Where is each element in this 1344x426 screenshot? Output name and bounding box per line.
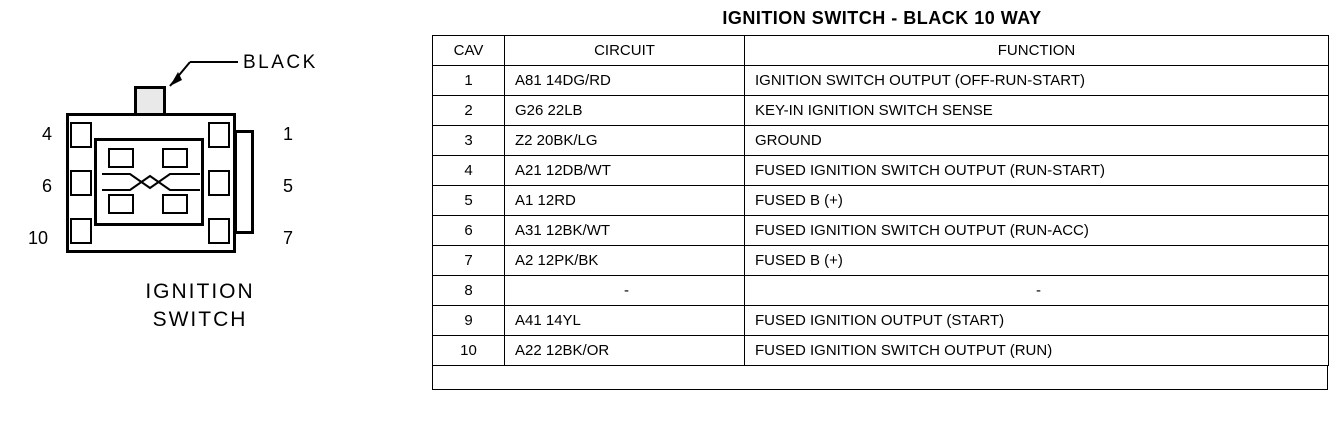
- cavity-1: [208, 122, 230, 148]
- cell-cav: 8: [433, 276, 505, 306]
- pinout-table: [432, 35, 1329, 366]
- black-connector-label: BLACK: [243, 52, 318, 73]
- cell-cav: 5: [433, 186, 505, 216]
- cell-function: FUSED IGNITION SWITCH OUTPUT (RUN): [745, 336, 1329, 366]
- column-header-cav: CAV: [433, 36, 505, 66]
- connector-body: [66, 108, 256, 258]
- table-row: [433, 156, 1329, 186]
- table-footer-band: [432, 366, 1328, 390]
- cell-function: FUSED IGNITION OUTPUT (START): [745, 306, 1329, 336]
- diagram-caption-line2: SWITCH: [152, 308, 248, 331]
- cavity-inner-bottom-left: [108, 194, 134, 214]
- table-row: [433, 246, 1329, 276]
- connector-side-tab: [234, 130, 254, 234]
- connector-keying-rib-icon: [102, 172, 200, 192]
- table-row: [433, 96, 1329, 126]
- cell-circuit: A21 12DB/WT: [505, 156, 745, 186]
- pin-number-10: 10: [28, 228, 49, 248]
- pin-number-5: 5: [283, 176, 294, 196]
- table-row: [433, 336, 1329, 366]
- cell-cav: 10: [433, 336, 505, 366]
- cell-function: IGNITION SWITCH OUTPUT (OFF-RUN-START): [745, 66, 1329, 96]
- cell-cav: 6: [433, 216, 505, 246]
- cell-circuit: A81 14DG/RD: [505, 66, 745, 96]
- pin-number-6: 6: [42, 176, 53, 196]
- cell-cav: 3: [433, 126, 505, 156]
- cavity-6: [70, 170, 92, 196]
- cavity-inner-top-left: [108, 148, 134, 168]
- cell-cav: 1: [433, 66, 505, 96]
- cavity-10: [70, 218, 92, 244]
- pin-number-1: 1: [283, 124, 294, 144]
- table-row: [433, 216, 1329, 246]
- cell-function: FUSED B (+): [745, 186, 1329, 216]
- table-row: [433, 186, 1329, 216]
- cell-circuit: Z2 20BK/LG: [505, 126, 745, 156]
- table-row: [433, 306, 1329, 336]
- connector-diagram: [0, 0, 430, 426]
- cavity-inner-top-right: [162, 148, 188, 168]
- cavity-4: [70, 122, 92, 148]
- table-header-row: [433, 36, 1329, 66]
- cell-function: KEY-IN IGNITION SWITCH SENSE: [745, 96, 1329, 126]
- table-row: [433, 66, 1329, 96]
- connector-locking-tab: [134, 86, 166, 116]
- cavity-inner-bottom-right: [162, 194, 188, 214]
- cell-function: FUSED IGNITION SWITCH OUTPUT (RUN-ACC): [745, 216, 1329, 246]
- cell-circuit: A22 12BK/OR: [505, 336, 745, 366]
- cell-cav: 4: [433, 156, 505, 186]
- cell-circuit: A41 14YL: [505, 306, 745, 336]
- pinout-table-panel: [432, 8, 1332, 390]
- cell-cav: 9: [433, 306, 505, 336]
- cell-cav: 7: [433, 246, 505, 276]
- cell-function: FUSED IGNITION SWITCH OUTPUT (RUN-START): [745, 156, 1329, 186]
- pin-number-7: 7: [283, 228, 294, 248]
- table-row: [433, 276, 1329, 306]
- cell-circuit: A31 12BK/WT: [505, 216, 745, 246]
- cavity-7: [208, 218, 230, 244]
- cell-circuit: A2 12PK/BK: [505, 246, 745, 276]
- diagram-caption: [100, 278, 300, 334]
- column-header-circuit: CIRCUIT: [505, 36, 745, 66]
- cell-circuit: G26 22LB: [505, 96, 745, 126]
- table-row: [433, 126, 1329, 156]
- table-title: IGNITION SWITCH - BLACK 10 WAY: [722, 8, 1042, 28]
- cell-function: GROUND: [745, 126, 1329, 156]
- cavity-5: [208, 170, 230, 196]
- cell-function: FUSED B (+): [745, 246, 1329, 276]
- cell-cav: 2: [433, 96, 505, 126]
- cell-circuit: -: [505, 276, 745, 306]
- diagram-caption-line1: IGNITION: [145, 280, 255, 303]
- cell-circuit: A1 12RD: [505, 186, 745, 216]
- cell-function: -: [745, 276, 1329, 306]
- column-header-function: FUNCTION: [745, 36, 1329, 66]
- pin-number-4: 4: [42, 124, 53, 144]
